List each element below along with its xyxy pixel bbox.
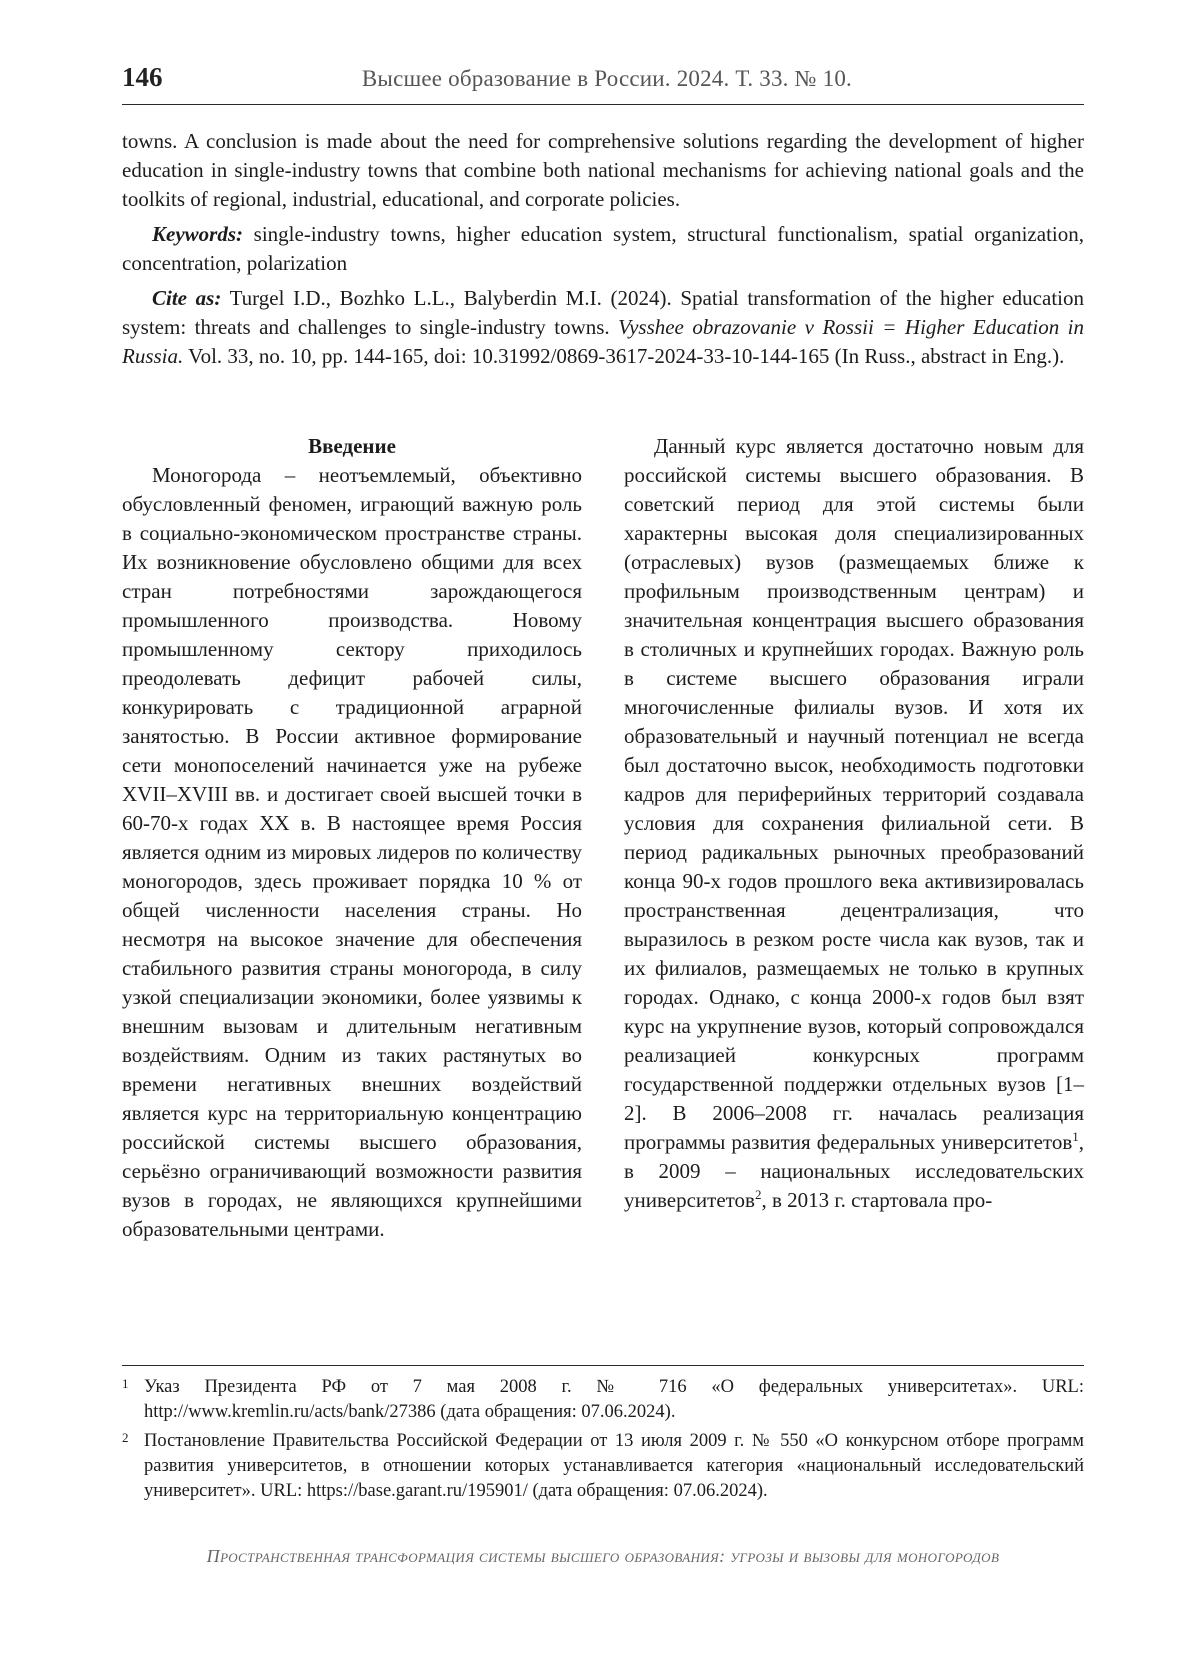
footnote-mark-2: 2 bbox=[122, 1430, 129, 1445]
footnote-divider bbox=[122, 1365, 1084, 1366]
page-number: 146 bbox=[122, 62, 163, 92]
footnotes bbox=[122, 1375, 1084, 1508]
footnote-text-1: Указ Президента РФ от 7 мая 2008 г. № 716 «О федеральных университетах». URL: http://www.kremlin.ru/acts/bank/27386 (дата обращения: 07.06.2024). bbox=[144, 1377, 1084, 1422]
intro-paragraph-right bbox=[624, 432, 1084, 1215]
footnote-2 bbox=[122, 1429, 1084, 1504]
abstract-text-end: towns. A conclusion is made about the need for comprehensive solutions regarding the development of higher education in single-industry towns that combine both national mechanisms for achieving national goals and the toolkits of regional, industrial, educational, and corporate policies. bbox=[122, 129, 1084, 211]
right-text-part2: , в 2009 – национальных исследовательских университетов bbox=[624, 1130, 1084, 1212]
keywords-label: Keywords: bbox=[152, 222, 243, 246]
right-text-part1: Данный курс является достаточно новым для российской системы высшего образования. В советский период для этой системы были характерны высокая доля специализированных (отраслевых) вузов (размещаемых ближе к профильным производственным центрам) и значительная концентрация высшего образования в столичных и крупнейших городах. Важную роль в системе высшего образования играли многочисленные филиалы вузов. И хотя их образовательный и научный потенциал не всегда был достаточно высок, необходимость подготовки кадров для периферийных территорий создавала условия для сохранения филиальной сети. В период радикальных рыночных преобразований конца 90-х годов прошлого века активизировалась пространственная децентрализация, что выразилось в резком росте числа как вузов, так и их филиалов, размещаемых не только в крупных городах. Однако, с конца 2000-х годов был взят курс на укрупнение вузов, который сопровождался реализацией конкурсных программ государственной поддержки отдельных вузов [1–2]. В 2006–2008 гг. началась реализация программы развития федеральных университетов bbox=[624, 434, 1084, 1154]
keywords-text: single-industry towns, higher education system, structural functionalism, spatial organization, concentration, polarization bbox=[122, 222, 1084, 275]
footnote-text-2: Постановление Правительства Российской Федерации от 13 июля 2009 г. № 550 «О конкурсном отборе программ развития университетов, в отношении которых устанавливается категория «национальный исследовательский университет». URL: https://base.garant.ru/195901/ (дата обращения: 07.06.2024). bbox=[144, 1431, 1084, 1501]
footnote-ref-1[interactable]: 1 bbox=[1072, 1129, 1079, 1144]
page-header bbox=[122, 58, 1084, 105]
cite-journal: Vysshee obrazovanie v Rossii = Higher Education in Russia. bbox=[122, 315, 1084, 368]
right-column bbox=[624, 432, 1084, 1215]
cite-rest: Vol. 33, no. 10, pp. 144-165, doi: 10.31992/0869-3617-2024-33-10-144-165 (In Russ., abstract in Eng.). bbox=[188, 344, 1065, 368]
journal-running-head: Высшее образование в России. 2024. Т. 33. № 10. bbox=[361, 66, 852, 91]
english-abstract bbox=[122, 127, 1084, 377]
intro-paragraph-left: Моногорода – неотъемлемый, объективно обусловленный феномен, играющий важную роль в социально-экономическом пространстве страны. Их возникновение обусловлено общими для всех стран потребностями зарождающегося промышленного производства. Новому промышленному сектору приходилось преодолевать дефицит рабочей силы, конкурировать с традиционной аграрной занятостью. В России активное формирование сети монопоселений начинается уже на рубеже XVII–XVIII вв. и достигает своей высшей точки в 60-70-х годах XX в. В настоящее время Россия является одним из мировых лидеров по количеству моногородов, здесь проживает порядка 10 % от общей численности населения страны. Но несмотря на высокое значение для обеспечения стабильного развития страны моногорода, в силу узкой специализации экономики, более уязвимы к внешним вызовам и длительным негативным воздействиям. Одним из таких растянутых во времени негативных внешних воздействий является курс на территориальную концентрацию российской системы высшего образования, серьёзно ограничивающий возможности развития вузов в городах, не являющихся крупнейшими образовательными центрами. bbox=[122, 463, 582, 1241]
footnote-ref-2[interactable]: 2 bbox=[754, 1187, 762, 1202]
right-text-part3: , в 2013 г. стартовала про- bbox=[761, 1188, 993, 1212]
left-column bbox=[122, 432, 582, 1244]
keywords bbox=[122, 220, 1084, 278]
running-title-footer: Пространственная трансформация системы высшего образования: угрозы и вызовы для моногородов bbox=[206, 1546, 1000, 1566]
cite-label: Cite as: bbox=[152, 286, 222, 310]
footnote-1 bbox=[122, 1375, 1084, 1425]
cite-text: Turgel I.D., Bozhko L.L., Balyberdin M.I. (2024). Spatial transformation of the higher education system: threats and challenges to single-industry towns. bbox=[122, 286, 1084, 339]
section-title: Введение bbox=[308, 434, 396, 458]
citation bbox=[122, 284, 1084, 371]
footnote-mark-1: 1 bbox=[122, 1376, 129, 1391]
